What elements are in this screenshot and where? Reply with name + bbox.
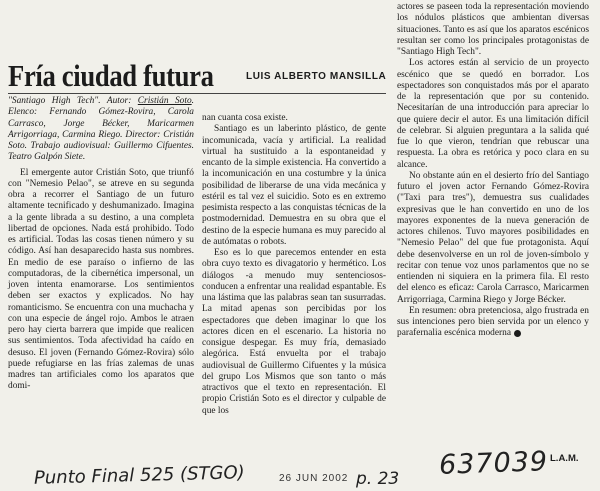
paragraph: El emergente autor Cristián Soto, que triunfó con "Nemesio Pelao", se atreve en su segunda obra a recorrer el Santiago de un futuro altamente tecnificado y deshumanizado. Imagina a la gente librada a su destino, a una completa libertad de opciones. Nada está prohibido. Todo es artificial. Todas las cosas tienen número y su código. Así han desaparecido hasta sus nombres. En medio de ese paraíso o infierno de las computadoras, de la cibernética impersonal, un joven intenta enamorarse. Los sentimientos deben ser exactos y explicados. No hay romanticismo. Se encuentra con una muchacha y con una especie de ángel rojo. Ambos le atraen pero hay cierta barrera que impide que realicen sus sentimientos. Toda afectividad ha caído en desuso. El joven (Fernando Gómez-Rovira) sólo puede refugiarse en las frías zalemas de unas madres tan artificiales como los aparatos que domi- bbox=[8, 167, 194, 392]
article-author: LUIS ALBERTO MANSILLA bbox=[246, 71, 387, 82]
paragraph: actores se paseen toda la representación moviendo los nódulos plásticos que ambientan diversas situaciones. Tanto es así que los aparatos escénicos resultan ser como los principales protagonistas de "Santiago High Tech". bbox=[397, 2, 589, 57]
handwritten-source: Punto Final 525 (STGO) bbox=[33, 462, 245, 489]
paragraph: Los actores están al servicio de un proyecto escénico que se quedó en borrador. Los espectadores son conquistados más por el aparato de la representación que por su contenido. Necesitarían de una introducción para apreciar lo que quiere decir el autor. Es una limitación difícil de celebrar. Si alguien preguntara a la salida qué fue lo que vieron, tendrían que rebuscar una respuesta. La obra es retórica y poco clara en su alcance. bbox=[397, 58, 589, 170]
column-1 bbox=[8, 96, 194, 393]
paragraph: No obstante aún en el desierto frío del Santiago futuro el joven actor Fernando Gómez-Rovira ("Taxi para tres"), demuestra sus cualidades expresivas que le han convertido en uno de los mayores exponentes de la nueva generación de actores chilenos. Tuvo mayores posibilidades en "Nemesio Pelao" del que fue protagonista. Aquí debe desenvolverse en un rol de joven-símbolo y recitar con tenue voz unos parlamentos que no se entienden ni siquiera en la primera fila. El resto del elenco es eficaz: Carola Carrasco, Maricarmen Arrigorriaga, Carmina Riego y Jorge Bécker. bbox=[397, 170, 589, 305]
end-mark-icon bbox=[514, 330, 521, 337]
signature: L.A.M. bbox=[550, 453, 579, 464]
title-rule bbox=[8, 93, 386, 94]
archive-number: 637039 bbox=[438, 446, 549, 481]
handwritten-page: p. 23 bbox=[356, 469, 400, 489]
closing-paragraph: En resumen: obra pretenciosa, algo frustrada en sus intenciones pero bien servida por un elenco y parafernalia escénica moderna bbox=[397, 305, 589, 339]
column-2 bbox=[202, 113, 386, 417]
article-title: Fría ciudad futura bbox=[8, 58, 214, 93]
paragraph: Santiago es un laberinto plástico, de gente incomunicada, vacía y artificial. La realidad virtual ha sustituido a la espontaneidad y encanto de la simple existencia. Ha convertido a la incomunicación en una costumbre y la única posibilidad de liberarse de una vida mecánica y estéril es tal vez el suicidio. Soto es en extremo pesimista respecto a las conquistas técnicas de la postmodernidad. Demuestra en su obra que el destino de la especie humana es muy parecido al de autómatas o robots. bbox=[202, 124, 386, 247]
paragraph: Eso es lo que parecemos entender en esta obra cuyo texto es divagatorio y hermético. Los diálogos -a menudo muy sentenciosos- conducen a enfrentar una realidad espantable. Es una lástima que las palabras sean tan susurradas. La mitad apenas son percibidas por los espectadores que deben imaginar lo que los actores dicen en el escenario. La historia no consigue despegar. Es muy fría, demasiado alegórica. Está envuelta por el trabajo audiovisual de Guillermo Cifuentes y la música del grupo Los Mismos que son tanto o más atractivos que el texto en representación. El propio Cristián Soto es el director y culpable de que los bbox=[202, 248, 386, 416]
date-stamp: 26 JUN 2002 bbox=[279, 473, 349, 484]
production-credits: "Santiago High Tech". Autor: Cristián Soto. Elenco: Fernando Gómez-Rovira, Carola Carrasco, Jorge Bécker, Maricarmen Arrigorriaga, Carmina Riego. Director: Cristián Soto. Trabajo audiovisual: Guillermo Cifuentes. Teatro Galpón Siete. bbox=[8, 96, 194, 163]
paragraph: nan cuanta cosa existe. bbox=[202, 113, 288, 123]
column-3 bbox=[397, 2, 589, 340]
